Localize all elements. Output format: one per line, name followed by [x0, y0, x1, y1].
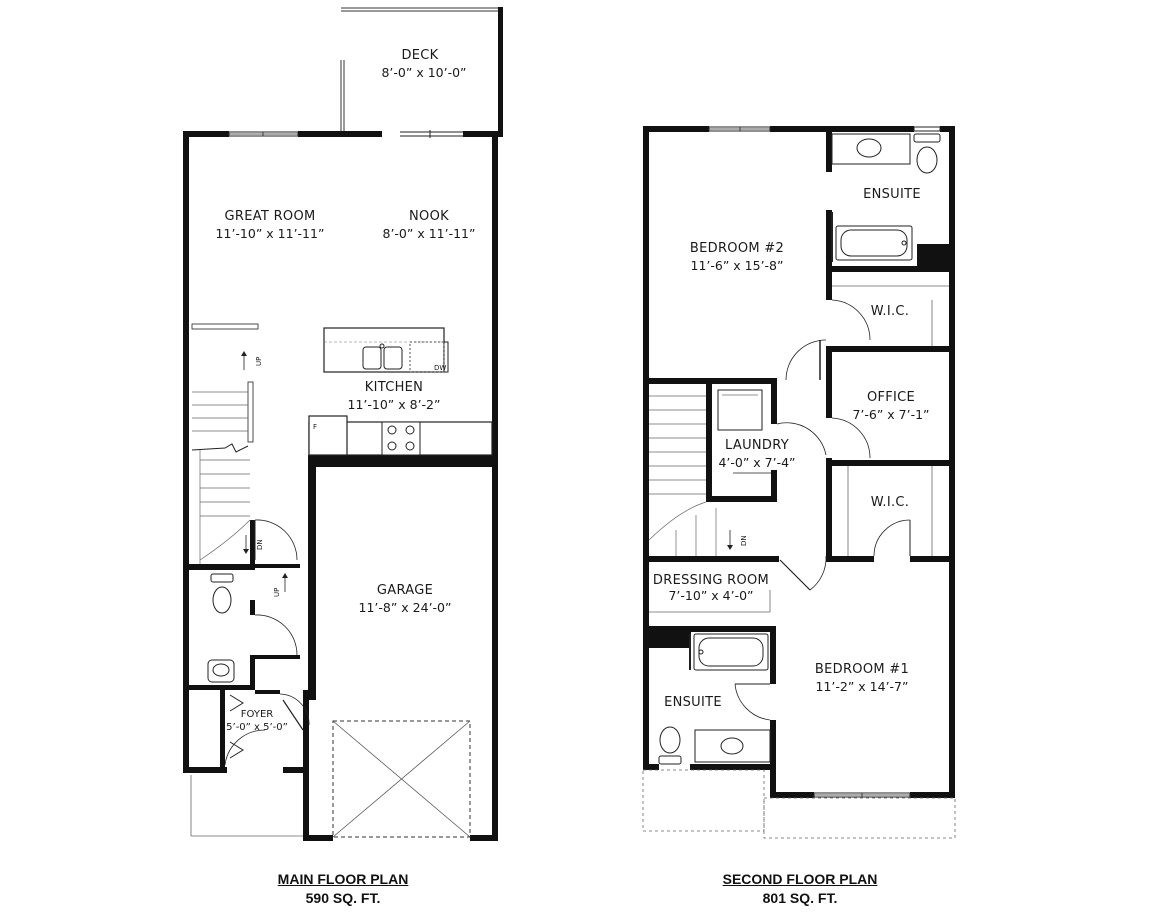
- deck-dims: 8’-0” x 10’-0”: [381, 65, 467, 80]
- second-floor-caption: [690, 870, 910, 908]
- office-dims: 7’-6” x 7’-1”: [852, 407, 930, 422]
- wic-top-name: W.I.C.: [870, 304, 910, 319]
- stair-up-label: UP: [255, 356, 263, 366]
- kitchen-counter: [309, 416, 492, 455]
- second-floor-area: 801 SQ. FT.: [762, 890, 838, 906]
- nook-name: NOOK: [409, 209, 449, 224]
- ensuite-bottom-name: ENSUITE: [664, 695, 722, 710]
- deck-name: DECK: [401, 48, 439, 63]
- porch-outline: [191, 775, 303, 836]
- dressing-room-name: DRESSING ROOM: [652, 573, 770, 588]
- main-floor-plan: [183, 7, 503, 841]
- kitchen-dims: 11’-10” x 8’-2”: [347, 397, 441, 412]
- bedroom1-name: BEDROOM #1: [814, 662, 910, 677]
- laundry-dims: 4’-0” x 7’-4”: [718, 455, 796, 470]
- second-floor-plan: [643, 126, 955, 838]
- main-floor-caption: [243, 870, 443, 908]
- nook-dims: 8’-0” x 11’-11”: [382, 226, 476, 241]
- foyer-dims: 5’-0” x 5’-0”: [226, 722, 288, 733]
- ensuite-top-name: ENSUITE: [863, 187, 921, 202]
- garage-name: GARAGE: [376, 583, 434, 598]
- dishwasher-label: DW: [434, 364, 447, 372]
- kitchen-name: KITCHEN: [364, 380, 424, 395]
- main-stairs: [192, 324, 288, 597]
- dressing-room-dims: 7’-10” x 4’-0”: [668, 588, 754, 603]
- great-room-name: GREAT ROOM: [224, 209, 316, 224]
- ensuite-bottom-fixtures: [649, 590, 770, 764]
- bedroom2-name: BEDROOM #2: [689, 241, 785, 256]
- stair-up2-label: UP: [273, 587, 281, 597]
- balcony-outlines: [643, 770, 955, 838]
- second-stair-down-label: DN: [740, 535, 748, 546]
- powder-room-fixtures: [208, 574, 234, 682]
- bedroom1-dims: 11’-2” x 14’-7”: [815, 679, 909, 694]
- garage-dims: 11’-8” x 24’-0”: [358, 600, 452, 615]
- main-floor-area: 590 SQ. FT.: [305, 890, 381, 906]
- laundry-name: LAUNDRY: [725, 438, 789, 453]
- fridge-label: F: [313, 423, 318, 431]
- kitchen-island: [324, 328, 448, 372]
- garage-door: [333, 721, 470, 837]
- bedroom2-dims: 11’-6” x 15’-8”: [690, 258, 784, 273]
- great-room-dims: 11’-10” x 11’-11”: [215, 226, 325, 241]
- second-floor-title: SECOND FLOOR PLAN: [722, 871, 878, 887]
- wic-bottom-name: W.I.C.: [870, 495, 910, 510]
- main-floor-title: MAIN FLOOR PLAN: [277, 871, 409, 887]
- foyer-name: FOYER: [240, 709, 274, 720]
- office-name: OFFICE: [866, 390, 916, 405]
- stair-down-label: DN: [256, 539, 264, 550]
